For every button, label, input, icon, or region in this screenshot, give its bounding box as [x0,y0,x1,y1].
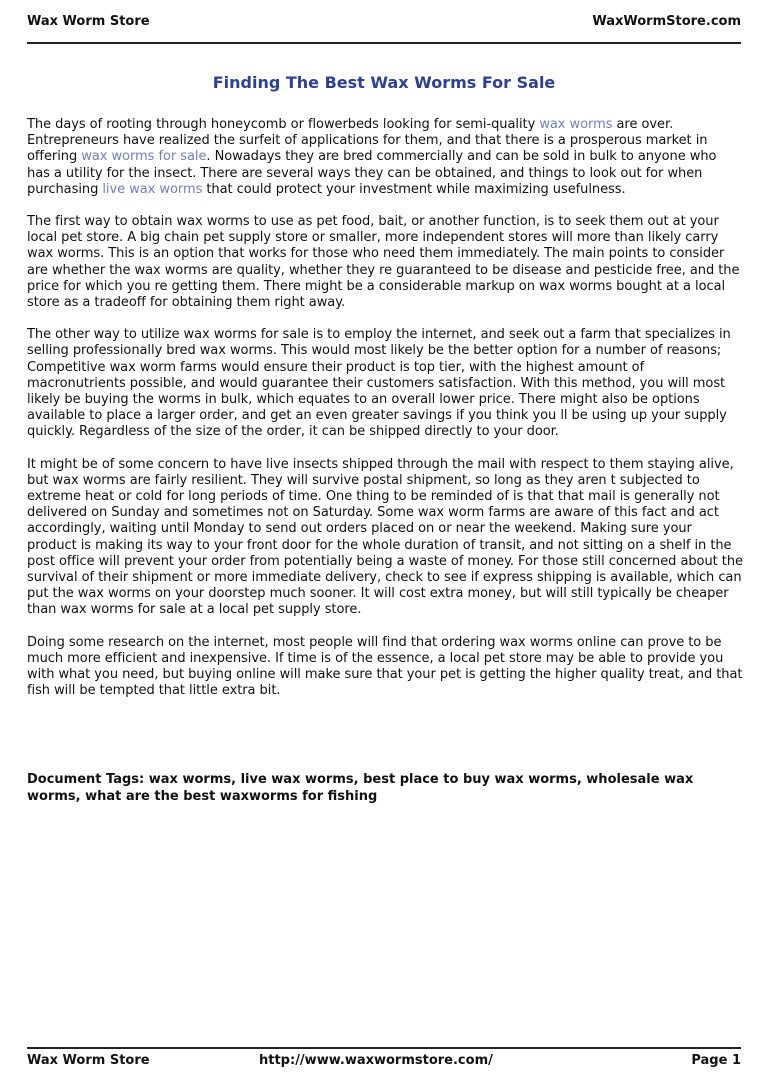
paragraph-1-text-b: are over. Entrepreneurs have realized the surfeit of applications for them, and that there is a prosperous market in offering [27,117,708,165]
paragraph-1-text-d: that could protect your investment while maximizing usefulness. [202,181,626,197]
footer-page-number: Page 1 [691,1053,741,1068]
paragraph-5: Doing some research on the internet, most people will find that ordering wax worms online can prove to be much more efficient and inexpensive. If time is of the essence, a local pet store may be able to provide you with what you need, but buying online will make sure that your pet is getting the higher quality treat, and that fish will be tempted that little extra bit. [27,634,743,699]
paragraph-4: It might be of some concern to have live insects shipped through the mail with respect to them staying alive, but wax worms are fairly resilient. They will survive postal shipment, so long as they aren t subjected to extreme heat or cold for long periods of time. One thing to be reminded of is that that mail is generally not delivered on Sunday and sometimes not on Saturday. Some wax worm farms are aware of this fact and act accordingly, waiting until Monday to send out orders placed on or near the weekend. Making sure your product is making its way to your front door for the whole duration of transit, and not sitting on a shelf in the post office will prevent your order from potentially being a waste of money. For those still concerned about the survival of their shipment or more immediate delivery, check to see if express shipping is available, which can put the wax worms on your doorstep much sooner. It will cost extra money, but will still typically be cheaper than wax worms for sale at a local pet supply store. [27,456,743,618]
page-header [27,14,741,44]
paragraph-1-text-a: The days of rooting through honeycomb or flowerbeds looking for semi-quality [27,117,540,132]
header-site-name: Wax Worm Store [27,14,150,29]
paragraph-1-text-c: . Nowadays they are bred commercially and can be sold in bulk to anyone who has a utility for the insect. There are several ways they can be obtained, and things to look out for when purchasing [27,149,717,197]
header-site-domain: WaxWormStore.com [592,14,741,29]
footer-site-name: Wax Worm Store [27,1053,150,1068]
article-body [27,117,743,716]
document-title: Finding The Best Wax Worms For Sale [212,73,556,92]
document-tags: Document Tags: wax worms, live wax worms, best place to buy wax worms, wholesale wax worms, what are the best waxworms for fishing [27,772,694,804]
wax-worms-link[interactable]: wax worms [539,117,613,132]
page-footer [27,1047,741,1083]
footer-url[interactable]: http://www.waxwormstore.com/ [259,1053,493,1068]
live-wax-worms-link[interactable]: live wax worms [102,181,203,197]
paragraph-3: The other way to utilize wax worms for sale is to employ the internet, and seek out a farm that specializes in selling professionally bred wax worms. This would most likely be the better option for a number of reasons; Competitive wax worm farms would ensure their product is top tier, with the highest amount of macronutrients possible, and would guarantee their customers satisfaction. With this method, you will most likely be buying the worms in bulk, which equates to an overall lower price. There might also be options available to place a larger order, and get an even greater savings if you think you ll be using up your supply quickly. Regardless of the size of the order, it can be shipped directly to your door. [27,327,731,440]
paragraph-1 [27,117,743,198]
paragraph-2: The first way to obtain wax worms to use as pet food, bait, or another function, is to seek them out at your local pet store. A big chain pet supply store or smaller, more independent stores will more than likely carry wax worms. This is an option that works for those who need them immediately. The main points to consider are whether the wax worms are quality, whether they re guaranteed to be disease and pesticide free, and the price for which you re getting them. There might be a considerable markup on wax worms bought at a local store as a tradeoff for obtaining them right away. [27,214,740,311]
wax-worms-for-sale-link[interactable]: wax worms for sale [81,149,207,165]
